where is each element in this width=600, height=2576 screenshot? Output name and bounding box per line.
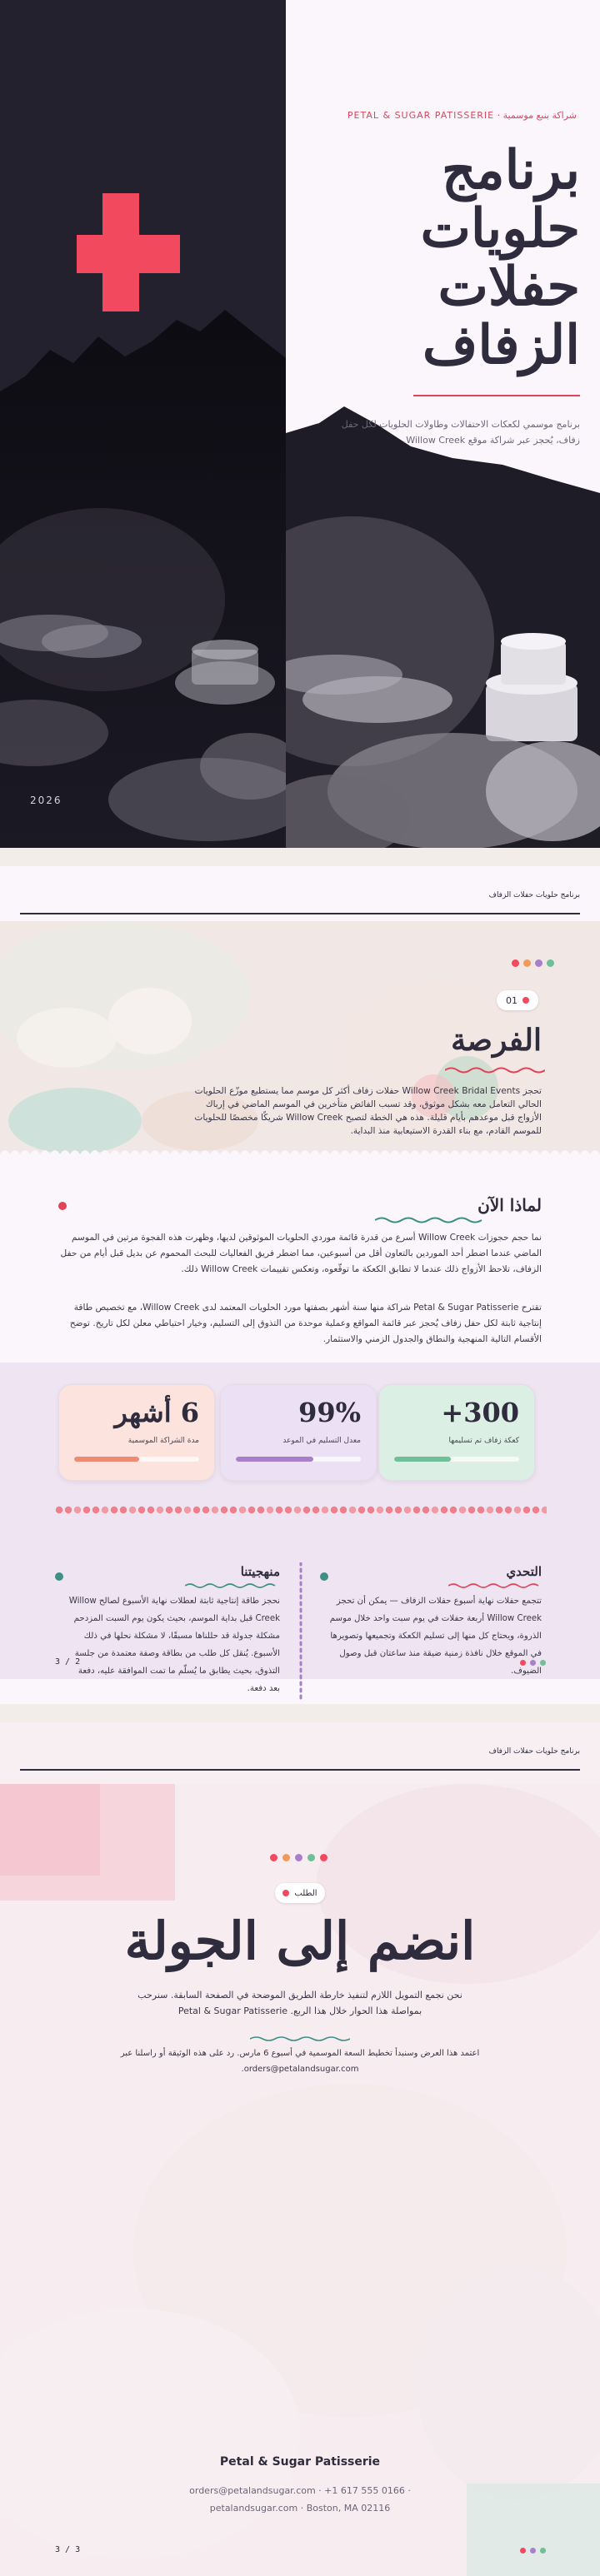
bead-ornament xyxy=(322,1507,328,1513)
bead-divider xyxy=(55,1506,547,1514)
why-now-paragraph: تقترح Petal & Sugar Patisserie شراكة منها سنة أشهر بصفتها مورد الحلويات المعتمد لدى Willow Creek، مع تخصيص طاقة إنتاجية ثابتة لكل حفل زفاف يُحجز عبر قائمة المواقع وعملية موحدة من التذوق إلى التسليم، وخيار احتياطي معلن لكل تاريخ. توضح الأقسام التالية المنهجية والنطاق والجدول الزمني والاستثمار. xyxy=(69,1303,542,1344)
bead-ornament xyxy=(478,1507,484,1513)
stat-progress-track xyxy=(394,1457,519,1462)
bead-ornament xyxy=(459,1507,466,1513)
bead-ornament xyxy=(65,1507,72,1513)
cover-rule xyxy=(413,395,580,396)
dot-ornament xyxy=(540,2548,546,2554)
bead-ornament xyxy=(184,1507,191,1513)
bead-ornament xyxy=(450,1507,457,1513)
ask-label: الطلب xyxy=(294,1888,318,1898)
bead-ornament xyxy=(514,1507,521,1513)
stat-label: معدل التسليم في الموعد xyxy=(282,1437,361,1445)
content-page xyxy=(0,866,600,1704)
cover-subtitle: برنامج موسمي لكعكات الاحتفالات وطاولات الحلويات لكل حفل زفاف، يُحجز عبر شراكة موقع Willow Creek. xyxy=(341,419,580,446)
stat-value: 99% xyxy=(298,1397,361,1428)
bead-ornament xyxy=(496,1507,502,1513)
stat-progress-fill xyxy=(74,1457,139,1462)
cover-page xyxy=(0,0,600,848)
bead-ornament xyxy=(212,1507,218,1513)
hero-dots xyxy=(512,959,554,967)
ask-badge xyxy=(275,1883,325,1903)
page-number: 3 / 3 xyxy=(55,2545,81,2554)
bead-ornament xyxy=(340,1507,347,1513)
footer-contact: orders@petalandsugar.com · +1 617 555 0166 · petalandsugar.com · Boston, MA 02116 xyxy=(189,2485,411,2514)
wave-divider-icon xyxy=(448,1582,540,1589)
cover-brand-line: شراكة بنبع موسمية · PETAL & SUGAR PATISSERIE xyxy=(347,110,577,121)
challenge-dot-icon xyxy=(320,1572,328,1581)
dot-ornament xyxy=(295,1854,302,1861)
stat-progress-track xyxy=(236,1457,361,1462)
bead-ornament xyxy=(166,1507,172,1513)
dot-ornament xyxy=(547,959,554,967)
page-separator xyxy=(0,1704,600,1722)
running-head: برنامج حلويات حفلات الزفاف xyxy=(488,891,580,899)
column-dotted-divider xyxy=(299,1562,302,1702)
cover-title-line: برنامج xyxy=(441,139,580,202)
challenge-text: تتجمع حفلات نهاية أسبوع حفلات الزفاف — يمكن أن تحجز Willow Creek أربعة حفلات في يوم سبت واحد خلال موسم الذروة، ويحتاج كل منها إلى تسليم الكعكة وتجميعها وتصويرها في الموقع خلال نافذة زمنية ضيقة منذ ساعتان قبل وصول الضيوف. xyxy=(329,1597,542,1676)
closing-dots xyxy=(270,1854,328,1861)
dot-ornament xyxy=(520,2548,526,2554)
section-number: 01 xyxy=(506,994,518,1006)
bead-ornament xyxy=(432,1507,438,1513)
approach-title: منهجيتنا xyxy=(240,1564,280,1579)
dot-ornament xyxy=(530,2548,536,2554)
section-number-badge xyxy=(497,990,538,1010)
scallop-edge xyxy=(0,1146,600,1166)
approach-text: نحجز طاقة إنتاجية ثابتة لعطلات نهاية الأسبوع لصالح Willow Creek قبل بداية الموسم، بحيث يكون يوم السبت المزدحم مشكلة جدولة قد حللناها مسبقًا، لا مشكلة نحلها في ذلك الأسبوع. يُنقل كل طلب من بطاقة وصفة معتمدة من جلسة التذوق، بحيث يطابق ما يُسلّم ما تمت الموافقة عليه، دفعة بعد دفعة. xyxy=(68,1597,280,1693)
page-separator xyxy=(0,848,600,866)
cover-dark-panel xyxy=(0,0,286,848)
bead-ornament xyxy=(422,1507,429,1513)
closing-title: انضم إلى الجولة xyxy=(124,1911,476,1971)
dot-ornament xyxy=(530,1660,536,1666)
dot-ornament xyxy=(308,1854,315,1861)
bead-ornament xyxy=(468,1507,475,1513)
bead-ornament xyxy=(276,1507,282,1513)
stat-card xyxy=(378,1384,535,1481)
why-now-paragraph: نما حجم حجوزات Willow Creek أسرع من قدرة قائمة موردي الحلويات الموثوقين لديها، وظهرت هذه الفجوة مرتين في الموسم الماضي عندما اضطر أحد الموردين بالتعاون أقل من أسبوعين، مما اضطر فريق الفعاليات للبحث المحموم عن بديل قبل أيام من حفل الزفاف، تلاحظ الأزواج ذلك عندما لا تطابق الكعكة ما توقّعوه، وتعكس تقييمات Willow Creek ذلك. xyxy=(60,1233,542,1274)
bead-ornament xyxy=(193,1507,200,1513)
stat-progress-fill xyxy=(394,1457,451,1462)
cover-photo-illustration xyxy=(0,0,286,848)
why-dot-icon xyxy=(58,1202,67,1210)
bead-ornament xyxy=(505,1507,512,1513)
running-head: برنامج حلويات حفلات الزفاف xyxy=(488,1747,580,1756)
bead-ornament xyxy=(148,1507,154,1513)
bead-ornament xyxy=(111,1507,118,1513)
bead-ornament xyxy=(303,1507,310,1513)
bead-ornament xyxy=(267,1507,273,1513)
bead-ornament xyxy=(138,1507,145,1513)
bead-ornament xyxy=(441,1507,448,1513)
opportunity-title: الفرصة xyxy=(451,1023,542,1058)
bead-ornament xyxy=(230,1507,237,1513)
corner-dots xyxy=(520,2548,546,2554)
bead-ornament xyxy=(413,1507,420,1513)
dot-ornament xyxy=(320,1854,328,1861)
why-now-title: لماذا الآن xyxy=(478,1195,542,1215)
bead-ornament xyxy=(258,1507,264,1513)
bead-ornament xyxy=(92,1507,99,1513)
wave-divider-icon xyxy=(185,1582,277,1589)
stat-value: 300+ xyxy=(441,1397,519,1428)
approach-dot-icon xyxy=(55,1572,63,1581)
cover-title-line: الزفاف xyxy=(422,314,580,376)
cover-title-line: حفلات xyxy=(438,256,580,318)
dot-ornament xyxy=(540,1660,546,1666)
bead-ornament xyxy=(532,1507,539,1513)
bead-ornament xyxy=(395,1507,402,1513)
stat-progress-track xyxy=(74,1457,199,1462)
closing-page xyxy=(0,1722,600,2576)
dot-ornament xyxy=(520,1660,526,1666)
badge-dot-icon xyxy=(282,1890,289,1896)
bead-ornament xyxy=(368,1507,374,1513)
bead-ornament xyxy=(74,1507,81,1513)
cover-cross-mark-bar xyxy=(77,235,180,273)
cover-title-line: حلويات xyxy=(420,197,580,260)
bead-ornament xyxy=(386,1507,392,1513)
bead-ornament xyxy=(404,1507,411,1513)
bead-ornament xyxy=(523,1507,530,1513)
wave-divider-icon xyxy=(375,1216,483,1224)
footer-brand: Petal & Sugar Patisserie xyxy=(219,2455,381,2469)
cover-year: 2026 xyxy=(30,795,62,806)
closing-body: نحن نجمع التمويل اللازم لتنفيذ خارطة الطريق الموضحة في الصفحة السابقة. سنرحب بمواصلة هذا الحوار خلال هذا الربع. Petal & Sugar Patisserie xyxy=(138,1990,462,2016)
stat-card xyxy=(58,1384,215,1481)
opportunity-text: تحجز Willow Creek Bridal Events حفلات زفاف أكثر كل موسم مما يستطيع موزّع الحلويات الحالي التعامل معه بشكل موثوق، وقد تسبب الفائض متأخرين في الموسم الماضي في إرباك الأزواج قبل موعدهم بأيام قليلة. هذه هي الخطة لتصبح Willow Creek شريكًا مخصصًا للحلويات للموسم القادم، مع بناء القدرة الاستيعابية منذ البداية. xyxy=(194,1086,542,1136)
bead-ornament xyxy=(129,1507,136,1513)
dot-ornament xyxy=(282,1854,290,1861)
cover-right-photo xyxy=(286,400,600,848)
bead-ornament xyxy=(221,1507,228,1513)
bead-ornament xyxy=(487,1507,493,1513)
cover-title xyxy=(330,139,580,376)
bead-ornament xyxy=(358,1507,365,1513)
bead-ornament xyxy=(349,1507,356,1513)
bead-ornament xyxy=(157,1507,163,1513)
bead-ornament xyxy=(56,1507,62,1513)
bead-ornament xyxy=(248,1507,255,1513)
dot-ornament xyxy=(270,1854,278,1861)
stat-card xyxy=(220,1384,377,1481)
stat-label: مدة الشراكة الموسمية xyxy=(128,1437,199,1445)
bead-ornament xyxy=(239,1507,246,1513)
bead-ornament xyxy=(83,1507,90,1513)
bead-ornament xyxy=(175,1507,182,1513)
stat-progress-fill xyxy=(236,1457,313,1462)
wave-divider-icon xyxy=(250,2035,350,2042)
bead-ornament xyxy=(120,1507,127,1513)
closing-note: اعتمد هذا العرض وسنبدأ تخطيط السعة الموسمية في أسبوع 6 مارس. رد على هذه الوثيقة أو راسلنا عبر orders@petalandsugar.com. xyxy=(120,2049,480,2074)
bead-ornament xyxy=(331,1507,338,1513)
challenge-title: التحدي xyxy=(506,1564,542,1579)
bead-ornament xyxy=(285,1507,292,1513)
stat-value: 6 أشهر xyxy=(114,1397,199,1428)
corner-dots xyxy=(520,1660,546,1666)
badge-dot-icon xyxy=(522,997,529,1004)
running-rule xyxy=(20,913,580,914)
dot-ornament xyxy=(535,959,542,967)
bead-ornament xyxy=(542,1507,547,1513)
bead-ornament xyxy=(102,1507,108,1513)
running-rule xyxy=(20,1769,580,1771)
bead-ornament xyxy=(377,1507,383,1513)
stat-label: كعكة زفاف تم تسليمها xyxy=(448,1437,519,1445)
dot-ornament xyxy=(512,959,519,967)
bead-ornament xyxy=(202,1507,209,1513)
bead-ornament xyxy=(294,1507,301,1513)
wave-divider-icon xyxy=(445,1066,545,1074)
bead-ornament xyxy=(312,1507,319,1513)
dot-ornament xyxy=(523,959,531,967)
page-number: 3 / 2 xyxy=(55,1657,81,1667)
